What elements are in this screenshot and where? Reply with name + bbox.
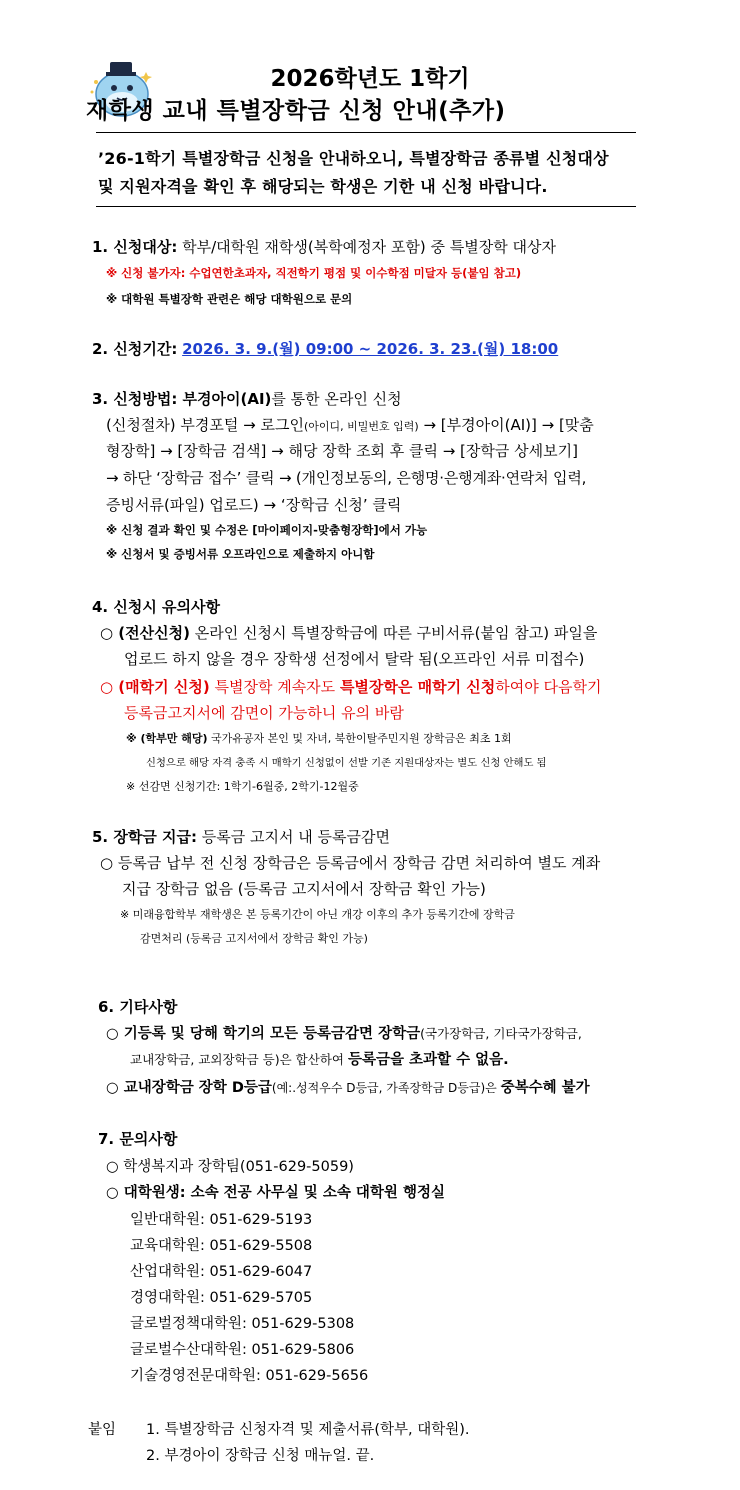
section-2 [92,338,558,359]
procedure-line-3: → 하단 ‘장학금 접수’ 클릭 → (개인정보동의, 은행명·은행계좌·연락처 입력, [106,469,587,487]
section-7-bullet-1: ○ 학생복지과 장학팀(051-629-5059) [106,1159,354,1175]
section-6-bullet-1-bold: ○ 기등록 및 당해 학기의 모든 등록금감면 장학금 [106,1026,421,1042]
contact-general-grad: 일반대학원: 051-629-5193 [130,1212,313,1228]
contact-global-fisheries-grad: 글로벌수산대학원: 051-629-5806 [130,1342,355,1358]
procedure-line-1 [106,414,594,435]
bullet-1-bold: ○ (전산신청) [100,624,190,642]
section-5-label: 5. 장학금 지급: [92,828,198,846]
section-6-line-2-bold: 등록금을 초과할 수 없음. [347,1052,509,1068]
procedure-line-2: 형장학] → [장학금 검색] → 해당 장학 조회 후 클릭 → [장학금 상세보기] [106,442,578,460]
section-1-note-1: ※ 신청 불가자: 수업연한초과자, 직전학기 평점 및 이수학점 미달자 등(붙임 참고) [106,266,522,280]
section-4-note-1-line-2: 신청으로 해당 자격 충족 시 매학기 신청없이 선발 기존 지원대상자는 별도 신청 안해도 됨 [146,757,547,769]
section-5-bullet-1: ○ 등록금 납부 전 신청 장학금은 등록금에서 장학금 감면 처리하여 별도 계좌 [100,854,601,872]
attachment-item-2: 2. 부경아이 장학금 신청 매뉴얼. 끝. [146,1448,375,1464]
section-6-bullet-1-line-2 [130,1048,509,1069]
application-period: 2026. 3. 9.(월) 09:00 ~ 2026. 3. 23.(월) 18:00 [182,340,559,358]
contact-education-grad: 교육대학원: 051-629-5508 [130,1238,313,1254]
bullet-2-tail: 하여야 다음학기 [495,678,602,696]
section-6-bullet-2-paren: (예:.성적우수 D등급, 가족장학금 D등급)은 [271,1081,501,1095]
section-3-label: 3. 신청방법: 부경아이(AI) [92,390,272,408]
section-7-label: 7. 문의사항 [98,1130,178,1148]
section-5-note-line-2: 감면처리 (등록금 고지서에서 장학금 확인 가능) [140,932,368,945]
section-6-bullet-1-paren: (국가장학금, 기타국가장학금, [420,1026,582,1041]
note-1-bold: ※ (학부만 해당) [126,732,208,745]
section-4-note-2: ※ 선감면 신청기간: 1학기-6월중, 2학기-12월중 [126,780,359,793]
note-1-text: 국가유공자 본인 및 자녀, 북한이탈주민지원 장학금은 최초 1회 [207,732,512,745]
contact-tech-management-grad: 기술경영전문대학원: 051-629-5656 [130,1368,369,1384]
section-3-note-1: ※ 신청 결과 확인 및 수정은 [마이페이지-맞춤형장학]에서 가능 [106,523,428,537]
contact-industry-grad: 산업대학원: 051-629-6047 [130,1264,313,1280]
section-1-note-2: ※ 대학원 특별장학 관련은 해당 대학원으로 문의 [106,292,353,306]
intro-line-1: ’26-1학기 특별장학금 신청을 안내하오니, 특별장학금 종류별 신청대상 [98,149,609,168]
contact-global-policy-grad: 글로벌정책대학원: 051-629-5308 [130,1316,355,1332]
section-5-bullet-1-line-2: 지급 장학금 없음 (등록금 고지서에서 장학금 확인 가능) [122,880,486,898]
section-4-bullet-1-line-2: 업로드 하지 않을 경우 장학생 선정에서 탈락 됨(오프라인 서류 미접수) [124,650,585,668]
section-2-label: 2. 신청기간: [92,340,178,358]
section-7-bullet-2: ○ 대학원생: 소속 전공 사무실 및 소속 대학원 행정실 [106,1185,445,1201]
intro-line-2: 및 지원자격을 확인 후 해당되는 학생은 기한 내 신청 바랍니다. [98,177,548,196]
section-5 [92,826,390,847]
bullet-2-text: 특별장학 계속자도 [209,678,340,696]
bullet-1-text: 온라인 신청시 특별장학금에 따른 구비서류(붙임 참고) 파일을 [189,624,598,642]
section-6-bullet-2-bold: ○ 교내장학금 장학 D등급 [106,1080,272,1096]
section-1 [92,236,556,257]
section-3-text: 를 통한 온라인 신청 [271,390,402,408]
title-line-2: 재학생 교내 특별장학금 신청 안내(추가) [86,98,506,124]
section-6-line-2-text: 교내장학금, 교외장학금 등)은 합산하여 [130,1052,348,1067]
section-5-note: ※ 미래융합학부 재학생은 본 등록기간이 아닌 개강 이후의 추가 등록기간에 장학금 [120,908,515,921]
procedure-line-1-small: (아이디, 비밀번호 입력) [303,420,419,433]
bottom-divider [96,206,636,207]
section-4-bullet-2 [100,676,602,697]
section-4-bullet-2-line-2: 등록금고지서에 감면이 가능하니 유의 바람 [124,704,404,722]
section-5-text: 등록금 고지서 내 등록금감면 [197,828,390,846]
section-3 [92,388,402,409]
title-line-1: 2026학년도 1학기 [270,66,470,92]
section-6-bullet-2-emphasis: 중복수혜 불가 [500,1080,590,1096]
top-divider [96,132,636,133]
section-1-label: 1. 신청대상: [92,238,178,256]
section-6-label: 6. 기타사항 [98,998,178,1016]
procedure-line-1b: → [부경아이(AI)] → [맞춤 [418,416,594,434]
attachment-label: 붙임 [88,1422,117,1438]
procedure-line-4: 증빙서류(파일) 업로드) → ‘장학금 신청’ 클릭 [106,496,402,514]
section-1-text: 학부/대학원 재학생(복학예정자 포함) 중 특별장학 대상자 [177,238,556,256]
contact-business-grad: 경영대학원: 051-629-5705 [130,1290,313,1306]
attachment-item-1: 1. 특별장학금 신청자격 및 제출서류(학부, 대학원). [146,1422,470,1438]
section-6-bullet-2 [106,1076,590,1097]
section-4-bullet-1 [100,622,597,643]
section-3-note-2: ※ 신청서 및 증빙서류 오프라인으로 제출하지 아니함 [106,547,375,561]
section-6-bullet-1 [106,1022,582,1043]
bullet-2-bold: ○ (매학기 신청) [100,678,210,696]
bullet-2-emphasis: 특별장학은 매학기 신청 [339,678,496,696]
section-4-note-1 [126,730,512,746]
procedure-line-1a: (신청절차) 부경포털 → 로그인 [106,416,304,434]
section-4-label: 4. 신청시 유의사항 [92,598,221,616]
